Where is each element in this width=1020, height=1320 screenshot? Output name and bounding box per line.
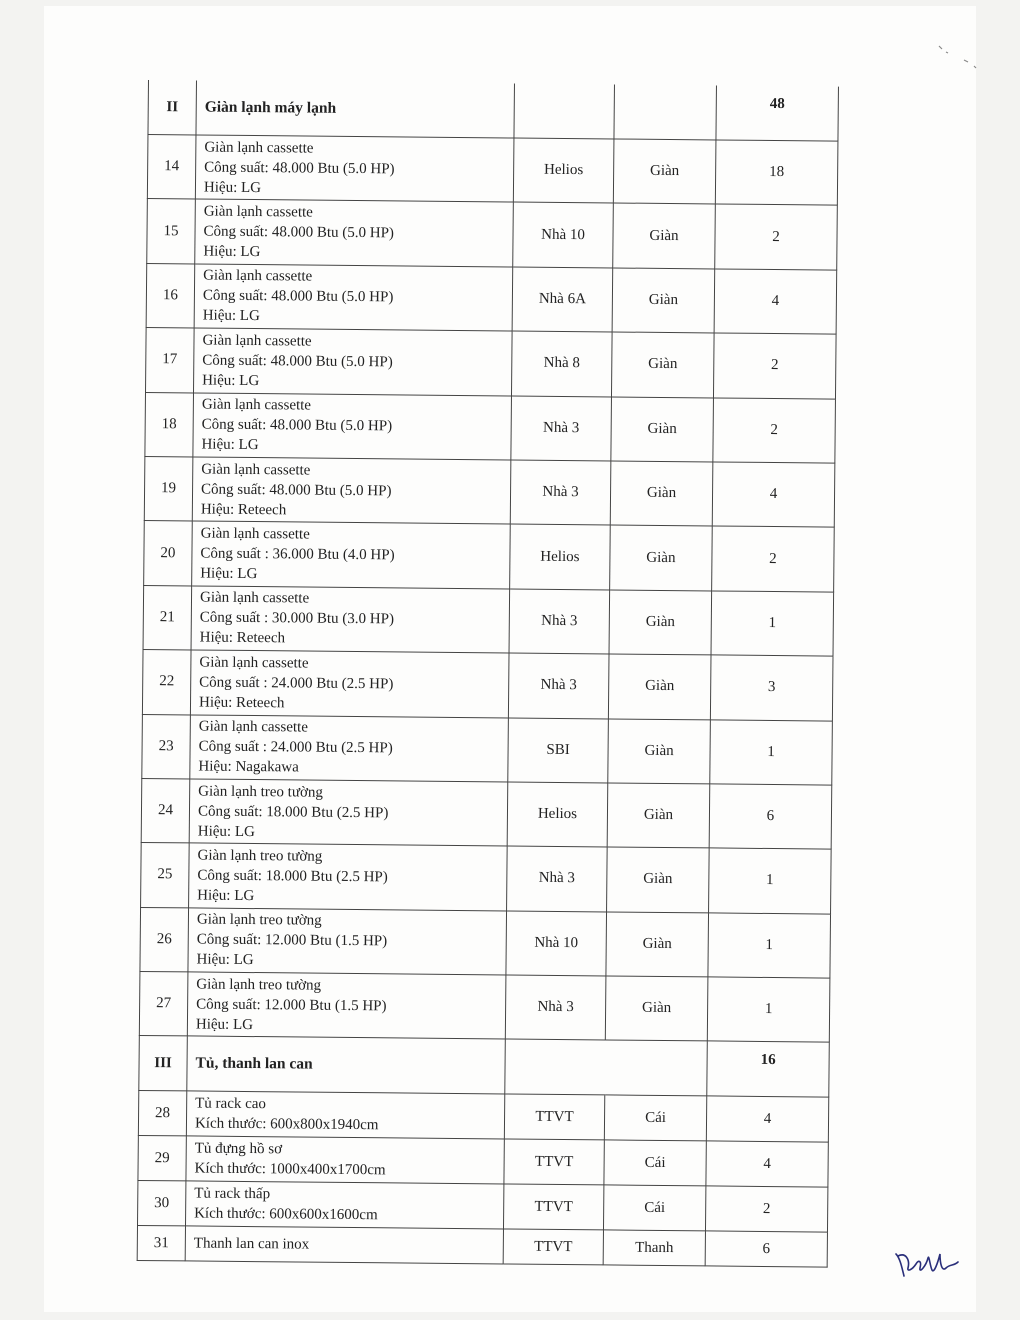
table-row [141, 843, 832, 914]
item-description [194, 264, 513, 331]
item-location: Nhà 3 [510, 460, 611, 525]
item-line: Hiệu: LG [203, 179, 262, 196]
table-row [146, 328, 837, 399]
empty-cell [505, 1039, 606, 1095]
item-description [189, 779, 508, 846]
item-line: Tủ rack thấp [194, 1185, 271, 1203]
item-unit: Giàn [611, 397, 714, 462]
item-location: Nhà 3 [508, 653, 609, 718]
item-location: Nhà 10 [506, 911, 607, 976]
item-description [192, 457, 511, 524]
section-title: Tủ, thanh lan can [187, 1036, 506, 1094]
item-line: Giàn lạnh cassette [201, 461, 311, 479]
item-quantity: 1 [711, 591, 834, 657]
item-line: Hiệu: Reteech [198, 694, 285, 712]
item-location: Nhà 6A [512, 267, 613, 332]
table-row [137, 1226, 827, 1268]
item-location: TTVT [504, 1139, 604, 1185]
table-row [147, 135, 838, 206]
item-line: Công suất: 18.000 Btu (2.5 HP) [197, 803, 389, 821]
item-line: Giàn lạnh cassette [203, 203, 313, 221]
row-number: 18 [145, 392, 194, 457]
item-line: Giàn lạnh treo tường [196, 976, 322, 994]
table-row [143, 585, 834, 656]
item-description [190, 714, 509, 781]
item-quantity: 1 [708, 913, 831, 979]
row-number: 23 [142, 714, 191, 779]
row-number: 14 [147, 135, 196, 200]
item-line: Công suất: 12.000 Btu (1.5 HP) [196, 996, 387, 1015]
item-location: TTVT [504, 1094, 604, 1140]
item-line: Công suất : 36.000 Btu (4.0 HP) [200, 545, 395, 564]
item-quantity: 1 [709, 848, 832, 914]
item-description [195, 135, 514, 202]
item-unit: Giàn [611, 332, 714, 397]
item-line: Giàn lạnh cassette [202, 332, 312, 350]
item-description [188, 908, 507, 975]
row-number: 21 [143, 585, 192, 650]
item-location: TTVT [503, 1229, 603, 1265]
item-quantity: 6 [705, 1231, 827, 1267]
item-description [190, 650, 509, 717]
row-number: 17 [146, 328, 195, 393]
item-description [192, 521, 511, 588]
item-line: Giàn lạnh cassette [198, 718, 308, 736]
item-quantity: 4 [706, 1096, 828, 1142]
item-line: Công suất: 48.000 Btu (5.0 HP) [203, 223, 395, 242]
row-number: 28 [138, 1091, 186, 1136]
item-description [191, 586, 510, 653]
item-location: Nhà 3 [511, 396, 612, 461]
table-row [146, 263, 837, 334]
item-description [187, 972, 506, 1039]
item-line: Hiệu: LG [197, 823, 255, 840]
row-number: 24 [141, 778, 190, 843]
item-line: Hiệu: Reteech [200, 501, 287, 518]
table-row [138, 1136, 828, 1188]
item-description [189, 843, 508, 910]
row-number: 27 [139, 972, 188, 1037]
item-unit: Giàn [612, 268, 715, 333]
item-line: Hiệu: LG [202, 372, 260, 389]
item-description [195, 199, 514, 266]
item-line: Kích thước: 600x600x1600cm [194, 1205, 378, 1224]
empty-cell [605, 1040, 708, 1096]
item-location: Nhà 3 [509, 589, 610, 654]
item-line: Hiệu: LG [200, 565, 258, 583]
item-line: Công suất: 48.000 Btu (5.0 HP) [202, 352, 393, 371]
table-row [142, 650, 833, 721]
item-quantity: 18 [715, 140, 838, 206]
item-line: Kích thước: 600x800x1940cm [194, 1115, 379, 1134]
item-unit: Giàn [613, 139, 716, 204]
empty-cell [514, 84, 615, 139]
item-line: Kích thước: 1000x400x1700cm [194, 1160, 386, 1179]
item-unit: Giàn [608, 654, 711, 719]
item-line: Giàn lạnh cassette [204, 139, 314, 157]
row-number: 31 [137, 1226, 185, 1261]
item-line: Tủ rack cao [195, 1095, 267, 1113]
item-quantity: 2 [713, 398, 836, 464]
table-row [140, 907, 831, 978]
item-description [194, 328, 513, 395]
item-line: Tủ đựng hồ sơ [194, 1140, 283, 1158]
item-quantity: 2 [712, 526, 835, 592]
item-location: Helios [510, 524, 611, 589]
scan-speck-mark [934, 42, 984, 72]
item-location: Nhà 10 [513, 202, 614, 267]
item-location: SBI [508, 718, 609, 783]
item-description [186, 1136, 504, 1184]
row-number: 16 [146, 263, 195, 328]
table-row [141, 778, 832, 849]
item-quantity: 2 [705, 1186, 827, 1232]
item-line: Công suất: 48.000 Btu (5.0 HP) [204, 159, 395, 178]
item-line: Công suất: 48.000 Btu (5.0 HP) [202, 288, 394, 306]
item-line: Hiệu: Nagakawa [198, 758, 299, 776]
item-location: Nhà 8 [511, 331, 612, 396]
item-description [185, 1226, 503, 1264]
item-line: Giàn lạnh treo tường [196, 911, 322, 930]
item-unit: Cái [604, 1095, 706, 1141]
item-location: Helios [513, 138, 614, 203]
item-line: Công suất: 48.000 Btu (5.0 HP) [200, 481, 392, 499]
section-row [139, 1036, 829, 1098]
section-row [148, 80, 838, 141]
item-unit: Giàn [609, 590, 712, 655]
table-row [147, 199, 838, 270]
item-line: Công suất: 48.000 Btu (5.0 HP) [201, 416, 393, 435]
item-line: Công suất : 30.000 Btu (3.0 HP) [199, 609, 395, 628]
item-line: Giàn lạnh treo tường [197, 847, 323, 865]
empty-cell [614, 84, 717, 139]
table-row [139, 972, 830, 1043]
table-row [144, 521, 835, 592]
row-number: 26 [140, 907, 189, 972]
item-quantity: 1 [710, 719, 833, 785]
item-line: Giàn lạnh treo tường [198, 783, 324, 801]
item-line: Giàn lạnh cassette [199, 589, 310, 607]
item-unit: Giàn [613, 203, 716, 268]
row-number: 25 [141, 843, 190, 908]
item-line: Công suất : 24.000 Btu (2.5 HP) [198, 738, 393, 757]
item-quantity: 4 [714, 269, 837, 335]
item-quantity: 6 [709, 784, 832, 850]
item-description [193, 393, 512, 460]
item-line: Thanh lan can inox [193, 1235, 310, 1254]
handwritten-signature-icon [892, 1248, 962, 1282]
row-number: 22 [142, 650, 191, 715]
table-row [145, 392, 836, 463]
item-line: Giàn lạnh cassette [199, 654, 309, 672]
row-number: 19 [144, 456, 193, 521]
item-line: Công suất: 18.000 Btu (2.5 HP) [197, 867, 388, 886]
item-quantity: 4 [712, 462, 835, 528]
item-unit: Giàn [606, 912, 709, 977]
row-number: 20 [144, 521, 193, 586]
item-unit: Thanh [603, 1230, 705, 1266]
inventory-table [137, 80, 839, 1268]
row-number: 29 [138, 1136, 186, 1181]
item-unit: Giàn [608, 718, 711, 783]
item-location: Helios [507, 782, 608, 847]
item-line: Hiệu: LG [197, 887, 255, 905]
item-line: Công suất: 12.000 Btu (1.5 HP) [196, 931, 388, 950]
item-unit: Cái [604, 1140, 706, 1186]
table-row [137, 1181, 827, 1233]
item-unit: Giàn [607, 847, 710, 912]
section-title: Giàn lạnh máy lạnh [196, 80, 515, 138]
item-location: TTVT [503, 1184, 603, 1230]
item-line: Giàn lạnh cassette [200, 525, 310, 543]
item-line: Giàn lạnh cassette [201, 396, 312, 414]
item-description [185, 1181, 503, 1229]
item-quantity: 3 [710, 655, 833, 721]
item-unit: Giàn [607, 783, 710, 848]
table-row [142, 714, 833, 785]
item-quantity: 1 [707, 977, 830, 1043]
item-unit: Giàn [610, 525, 713, 590]
item-line: Hiệu: LG [203, 243, 261, 261]
item-unit: Cái [603, 1185, 705, 1231]
section-code: III [139, 1036, 188, 1091]
item-line: Công suất : 24.000 Btu (2.5 HP) [199, 674, 394, 693]
item-quantity: 2 [715, 204, 838, 270]
item-line: Giàn lạnh cassette [203, 268, 313, 286]
table-row [144, 456, 835, 527]
item-description [186, 1091, 504, 1139]
item-line: Hiệu: LG [202, 308, 260, 325]
row-number: 15 [147, 199, 196, 264]
row-number: 30 [137, 1181, 185, 1226]
item-quantity: 2 [713, 333, 836, 399]
table-row [138, 1091, 828, 1143]
item-line: Hiệu: LG [195, 1016, 254, 1033]
section-code: II [148, 80, 197, 135]
item-line: Hiệu: LG [196, 951, 254, 969]
item-quantity: 4 [706, 1141, 828, 1187]
item-location: Nhà 3 [507, 846, 608, 911]
item-unit: Giàn [610, 461, 713, 526]
item-line: Hiệu: LG [201, 436, 259, 454]
item-line: Hiệu: Reteech [199, 629, 286, 647]
item-location: Nhà 3 [505, 975, 606, 1040]
section-total: 48 [716, 85, 839, 141]
item-unit: Giàn [605, 976, 708, 1041]
section-total: 16 [707, 1041, 830, 1097]
